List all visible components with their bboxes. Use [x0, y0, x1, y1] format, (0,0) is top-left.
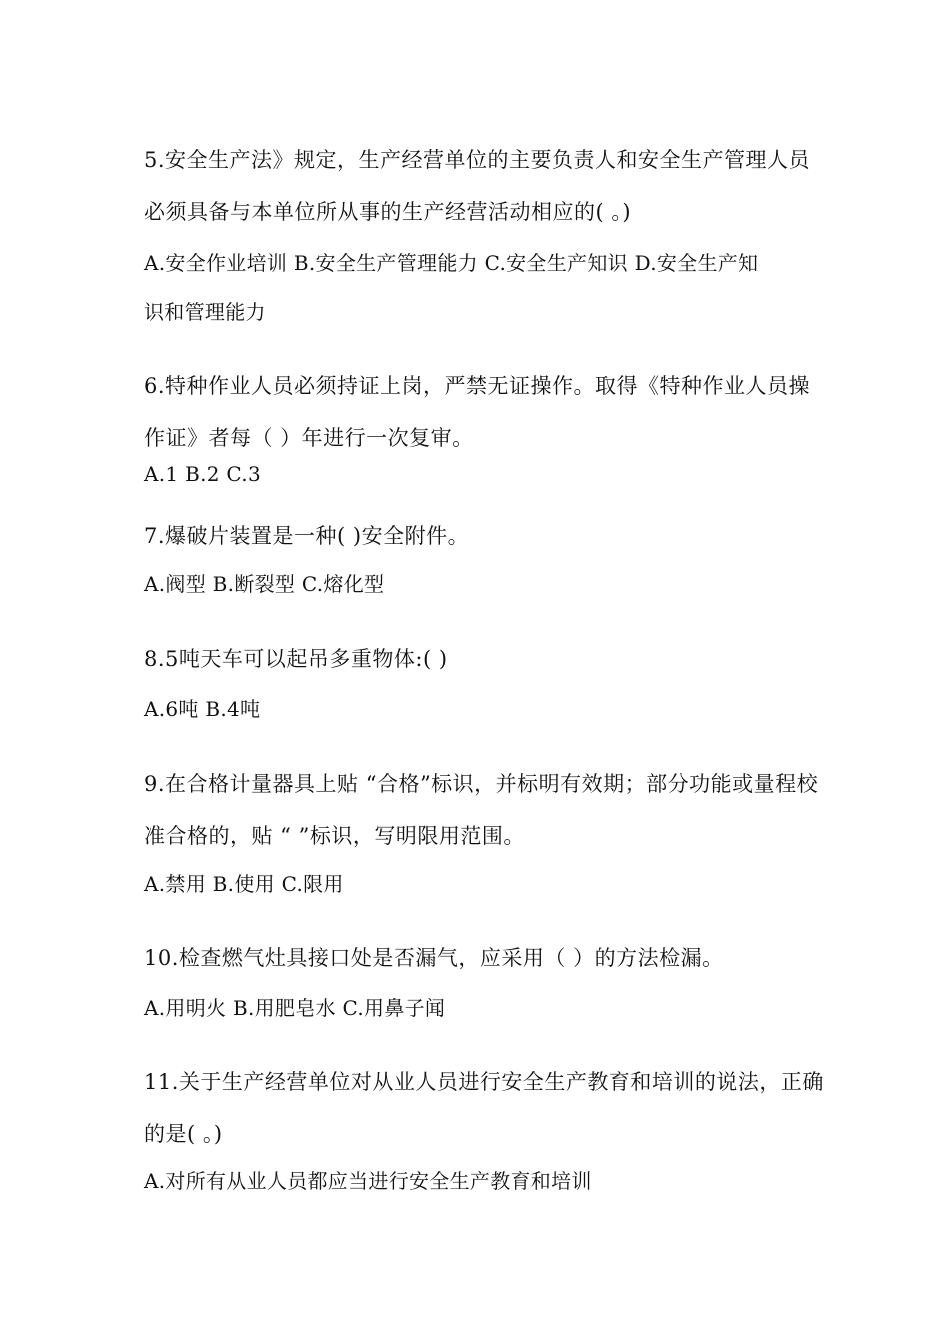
q11-options: A.对所有从业人员都应当进行安全生产教育和培训	[144, 1169, 592, 1193]
q11-stem-line-1: 11.关于生产经营单位对从业人员进行安全生产教育和培训的说法，正确	[144, 1070, 824, 1094]
q7-stem: 7.爆破片装置是一种( )安全附件。	[144, 524, 470, 548]
q11-stem-line-2: 的是( 。)	[144, 1122, 223, 1146]
q6-stem-line-2: 作证》者每（ ）年进行一次复审。	[144, 426, 474, 450]
q9-options: A.禁用 B.使用 C.限用	[144, 872, 344, 896]
q5-options-line-2: 识和管理能力	[144, 300, 266, 324]
q5-options-line-1: A.安全作业培训 B.安全生产管理能力 C.安全生产知识 D.安全生产知	[144, 251, 759, 275]
q7-options: A.阀型 B.断裂型 C.熔化型	[144, 572, 385, 596]
q10-stem: 10.检查燃气灶具接口处是否漏气，应采用（ ）的方法检漏。	[144, 946, 724, 970]
q9-stem-line-1: 9.在合格计量器具上贴 “合格”标识，并标明有效期；部分功能或量程校	[144, 772, 819, 796]
q5-stem-line-1: 5.安全生产法》规定，生产经营单位的主要负责人和安全生产管理人员	[144, 148, 811, 172]
q8-options: A.6吨 B.4吨	[144, 697, 261, 721]
q9-stem-line-2: 准合格的，贴 “ ”标识，写明限用范围。	[144, 824, 525, 848]
q8-stem: 8.5吨天车可以起吊多重物体:( )	[144, 647, 448, 671]
q6-stem-line-1: 6.特种作业人员必须持证上岗，严禁无证操作。取得《特种作业人员操	[144, 374, 811, 398]
q10-options: A.用明火 B.用肥皂水 C.用鼻子闻	[144, 996, 446, 1020]
q5-stem-line-2: 必须具备与本单位所从事的生产经营活动相应的( 。)	[144, 200, 632, 224]
q6-options: A.1 B.2 C.3	[144, 462, 261, 486]
